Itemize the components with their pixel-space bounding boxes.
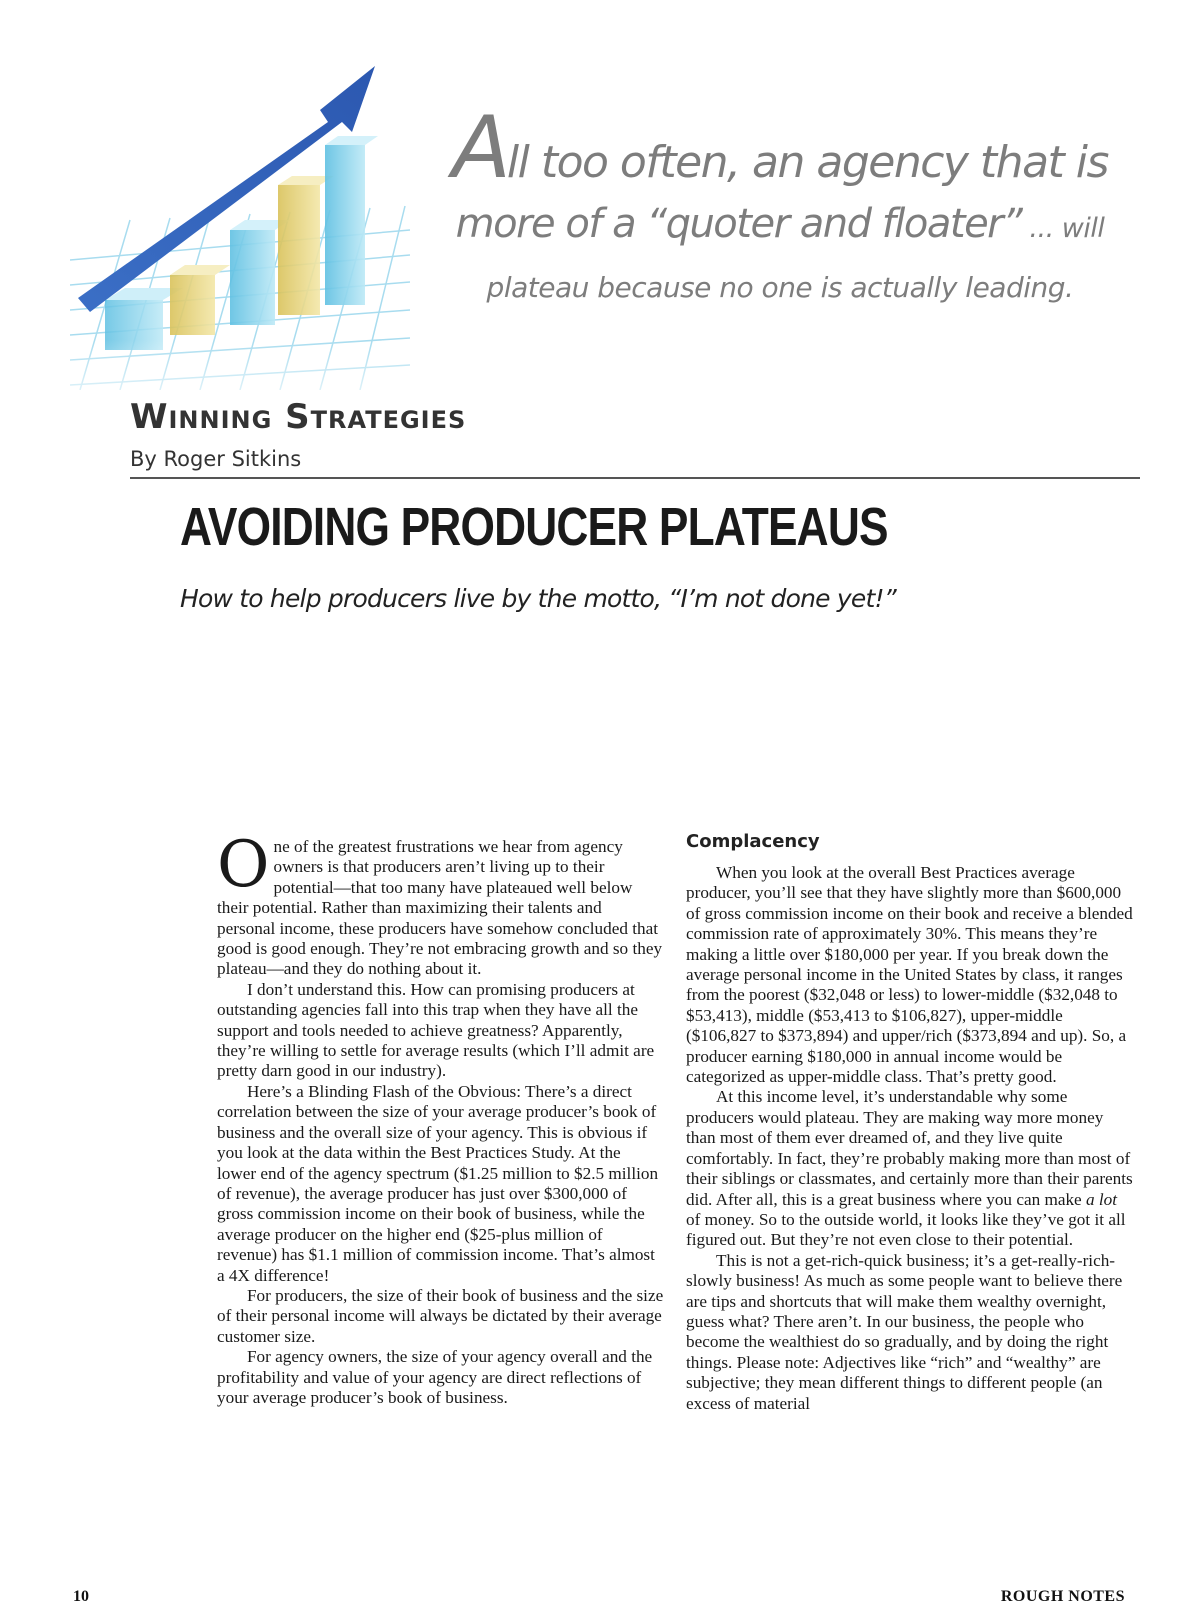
- pull-quote-line-2-text: more of a “quoter and floater”: [455, 201, 1022, 247]
- department-title: Winning Strategies: [130, 397, 467, 437]
- pull-quote-line-1: [430, 98, 1130, 198]
- paragraph-7-emphasis: a lot: [1085, 1189, 1118, 1209]
- pull-quote-line-1-text: ll too often, an agency that is: [506, 137, 1108, 188]
- pull-quote-line-2: [430, 193, 1130, 260]
- paragraph-4: For producers, the size of their book of business and the size of their personal income will always be dictated by their average customer size.: [217, 1285, 664, 1346]
- paragraph-6: When you look at the overall Best Practices average producer, you’ll see that they have slightly more than $600,000 of gross commission income on their book and receive a blended commission rate of approximately 30%. This means they’re making a little over $180,000 per year. If you break down the average personal income in the United States by class, it ranges from the poorest ($32,048 or less) to lower-middle ($32,048 to $53,413), middle ($53,413 to $106,827), upper-middle ($106,827 to $373,894) and upper/rich ($373,894 and up). So, a producer earning $180,000 in annual income would be categorized as upper-middle class. That’s pretty good.: [686, 863, 1133, 1087]
- drop-cap: O: [217, 828, 270, 902]
- paragraph-8: This is not a get-rich-quick business; it’s a get-really-rich-slowly business! As much as some people want to believe there are tips and shortcuts that will make them wealthy overnight, guess what? There aren’t. In our business, the people who become the wealthiest do so gradually, and by doing the right things. Please note: Adjectives like “rich” and “wealthy” are subjective; they mean different things to different people (an excess of material: [686, 1250, 1123, 1413]
- paragraph-5: For agency owners, the size of your agency overall and the profitability and value of your agency are direct reflections of your average producer’s book of business.: [217, 1347, 653, 1407]
- page-number: 10: [73, 1588, 89, 1605]
- article-subhead: How to help producers live by the motto, “I’m not done yet!”: [180, 584, 896, 613]
- header-rule: [130, 477, 1140, 479]
- paragraph-7: [686, 1087, 1134, 1250]
- bar-5: [325, 136, 378, 305]
- article-headline: AVOIDING PRODUCER PLATEAUS: [180, 497, 888, 557]
- paragraph-1: [217, 828, 664, 980]
- section-heading: Complacency: [686, 831, 820, 852]
- paragraph-2: I don’t understand this. How can promising producers at outstanding agencies fall into this trap when they have all the support and tools needed to achieve greatness? Apparently, they’re willing to settle for average results (which I’ll admit are pretty darn good in our industry).: [217, 979, 655, 1081]
- byline: By Roger Sitkins: [130, 447, 302, 471]
- pull-quote-line-3: plateau because no one is actually leading.: [486, 271, 1074, 304]
- pull-quote-line-2-tail: ... will: [1021, 213, 1105, 244]
- pull-quote-initial: A: [452, 98, 507, 198]
- paragraph-3: Here’s a Blinding Flash of the Obvious: There’s a direct correlation between the size of your average producer’s book of business and the overall size of your agency. This is obvious if you look at the data within the Best Practices Study. At the lower end of the agency spectrum ($1.25 million to $2.5 million of revenue), the average producer has just over $300,000 of gross commission income on their book of business, while the average producer on the higher end ($25-plus million of revenue) has $1.1 million of commission income. That’s almost a 4X difference!: [217, 1081, 659, 1285]
- magazine-name: ROUGH NOTES: [1000, 1588, 1125, 1605]
- paragraph-1-text: ne of the greatest frustrations we hear from agency owners is that producers aren’t living up to their potential—that too many have plateaued well below their potential. Rather than maximizing their talents and personal income, these producers have somehow concluded that good is good enough. They’re not embracing growth and so they plateau—and they do nothing about it.: [217, 837, 663, 979]
- pull-quote: [430, 98, 1130, 316]
- article-column-right: [686, 831, 1134, 1414]
- paragraph-7-end: of money. So to the outside world, it looks like they’ve got it all figured out. But they’re not even close to their potential.: [686, 1209, 1126, 1250]
- growth-chart-illustration: [70, 60, 410, 390]
- article-column-left: [217, 828, 664, 1408]
- paragraph-7-start: At this income level, it’s understandable why some producers would plateau. They are making way more money than most of them ever dreamed of, and they live quite comfortably. In fact, they’re probably making more than most of their siblings or classmates, and certainly more than their parents did. After all, this is a great business where you can make: [686, 1087, 1133, 1209]
